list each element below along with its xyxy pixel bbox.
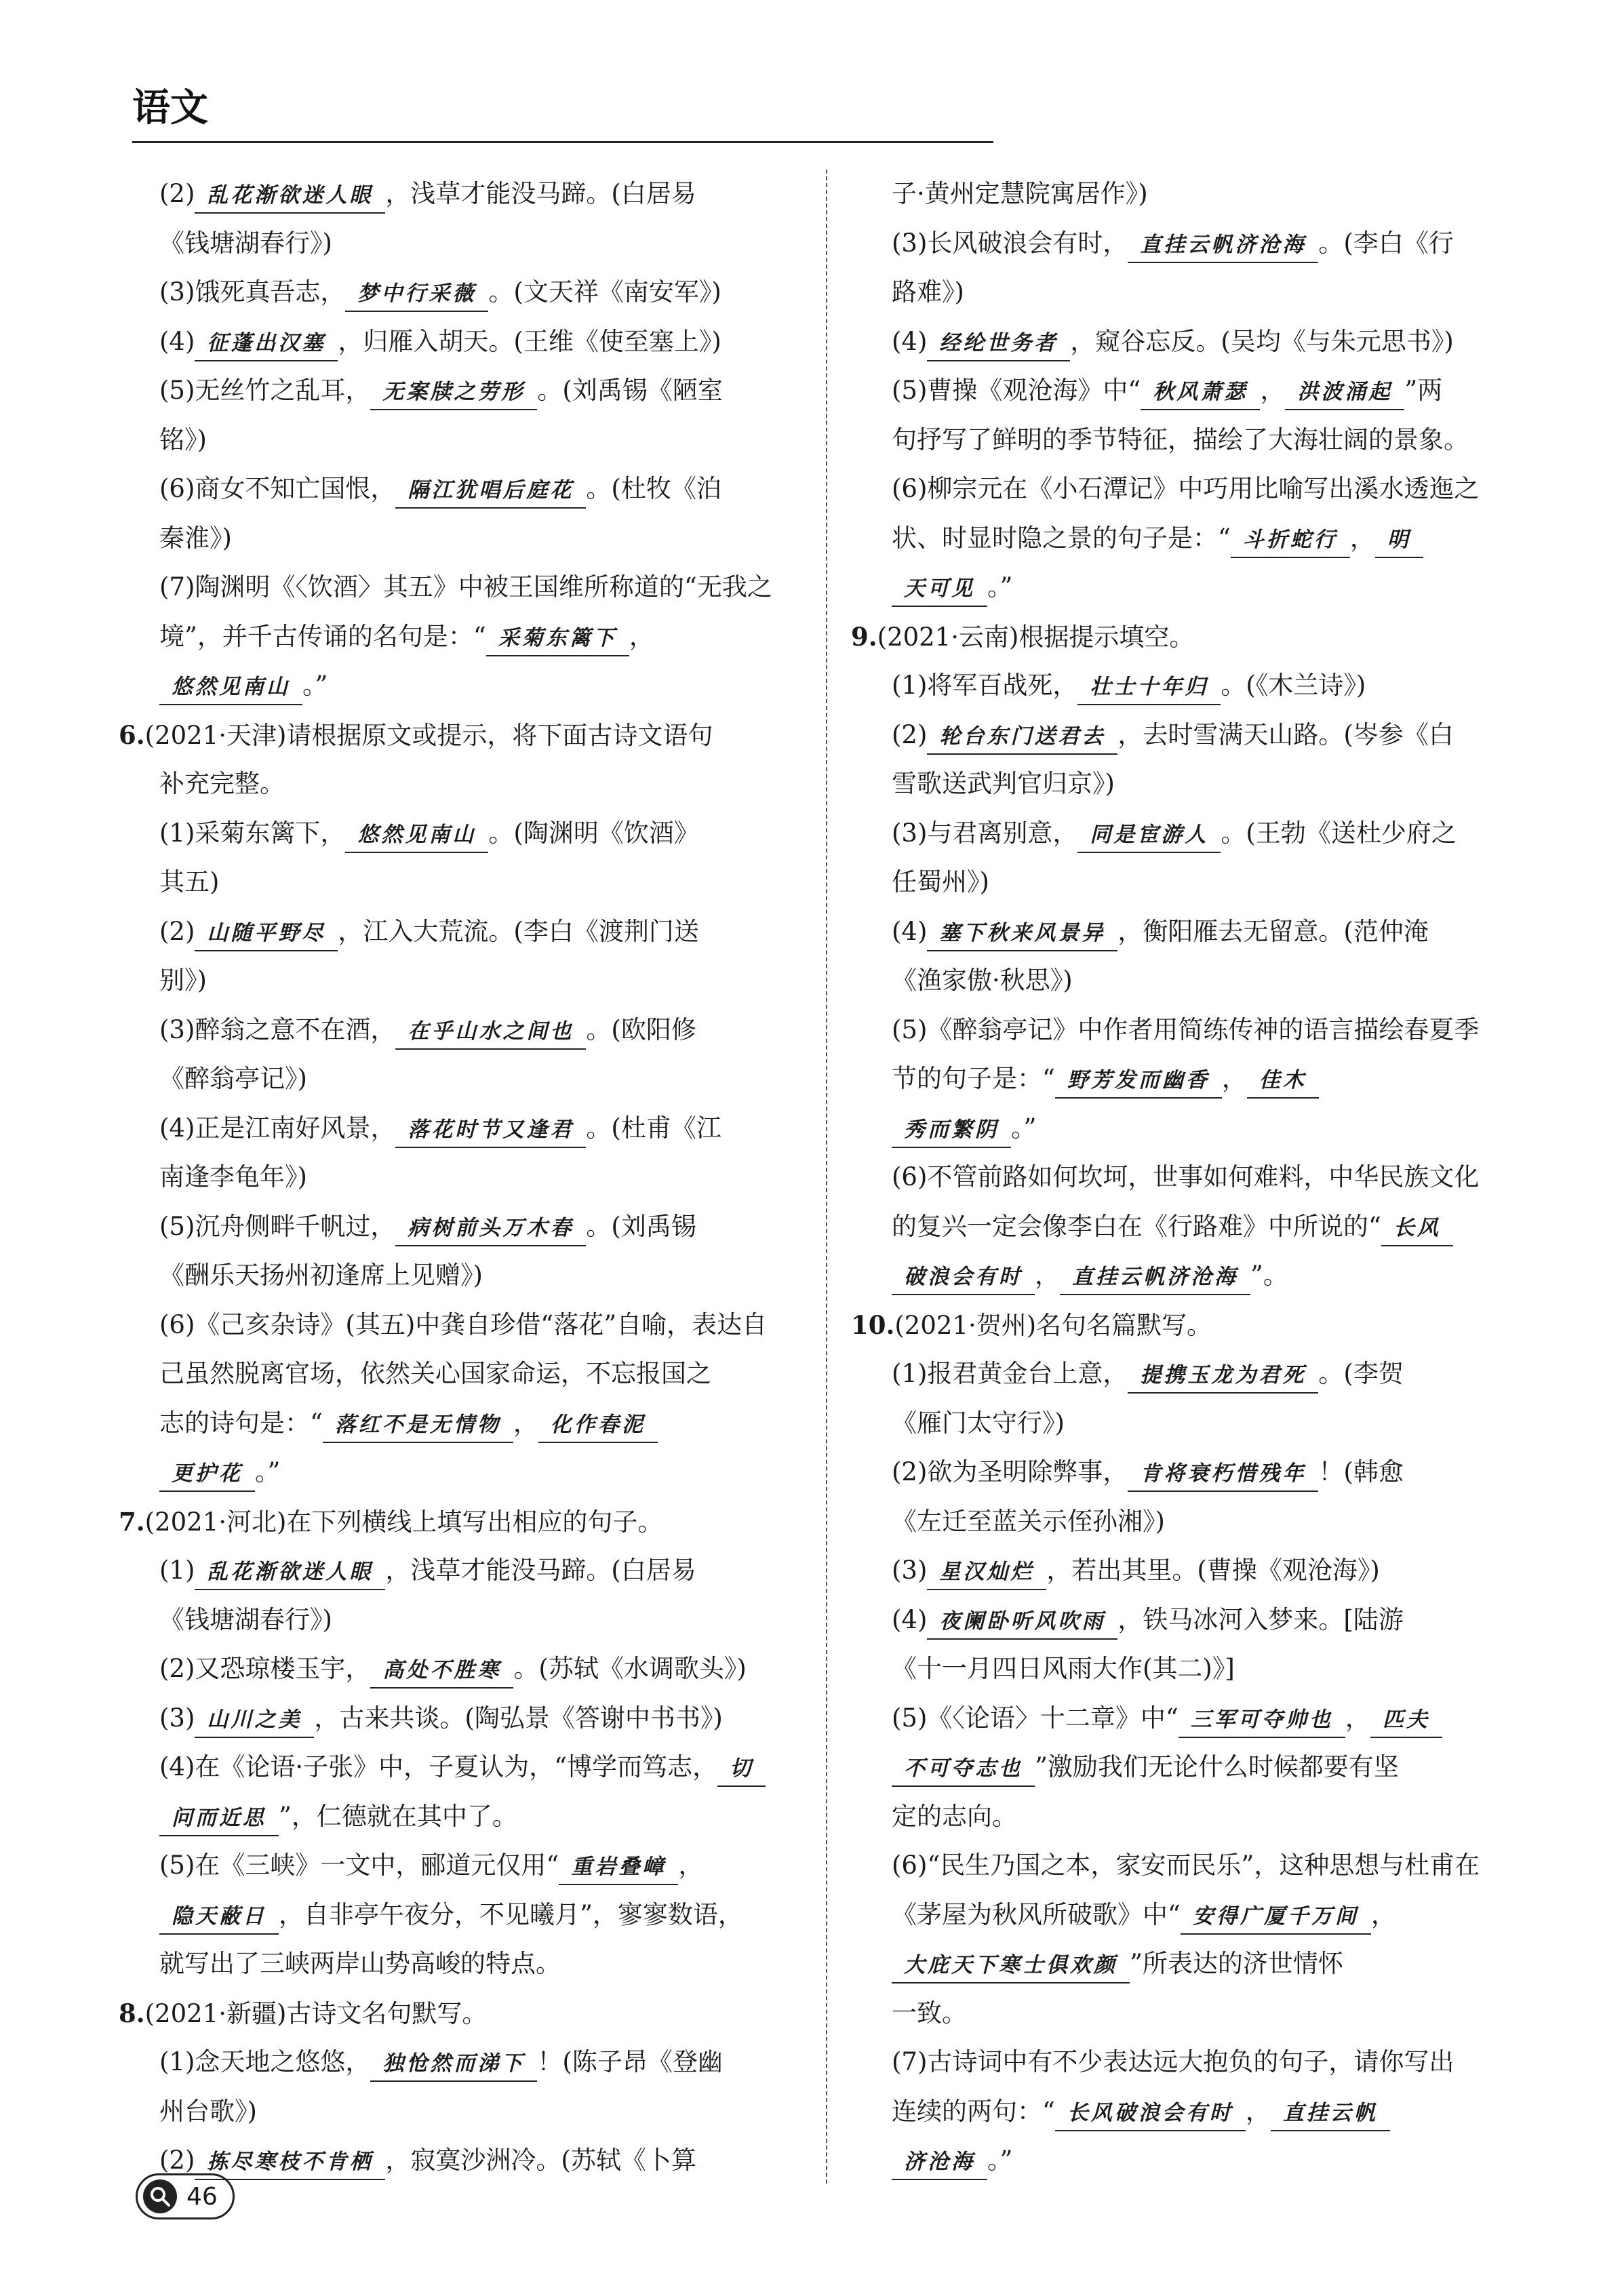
text-line <box>119 1792 783 1842</box>
answer-blank: 山随平野尽 <box>195 916 338 951</box>
text-line <box>851 563 1516 612</box>
question-text: (5)《〈论语〉十二章》中“ <box>892 1703 1179 1733</box>
text-line <box>119 1349 783 1399</box>
answer-blank: 肯将衰朽惜残年 <box>1128 1457 1318 1492</box>
text-line <box>119 1202 783 1252</box>
page-header <box>132 81 993 136</box>
question-text: 子·黄州定慧院寓居作》) <box>892 179 1148 208</box>
question-number: 7. <box>119 1506 145 1537</box>
text-line <box>119 268 783 317</box>
question-text: (1)报君黄金台上意， <box>892 1359 1128 1388</box>
question-text: (4) <box>892 916 928 946</box>
answer-blank: 采菊东篱下 <box>486 621 629 656</box>
question-text: (5)曹操《观沧海》中“ <box>892 376 1141 405</box>
text-line <box>119 809 783 858</box>
question-text: 。(刘禹锡《陋室 <box>537 376 723 405</box>
question-text: ， <box>678 1851 704 1880</box>
question-text: 秦淮》) <box>159 523 232 553</box>
search-icon <box>143 2179 177 2213</box>
text-line <box>119 1497 783 1547</box>
text-line <box>851 1596 1516 1645</box>
answer-blank: 破浪会有时 <box>892 1260 1035 1295</box>
page-badge <box>136 2173 235 2219</box>
text-line <box>851 219 1516 269</box>
text-line <box>119 1546 783 1596</box>
question-text: (4) <box>159 326 195 356</box>
answer-blank: 独怆然而涕下 <box>370 2047 537 2082</box>
question-text: (2021·新疆)古诗文名句默写。 <box>144 1998 488 2028</box>
answer-blank: 长风破浪会有时 <box>1055 2096 1246 2131</box>
answer-blank: 重岩叠嶂 <box>559 1850 678 1885</box>
answer-blank: 隔江犹唱后庭花 <box>395 473 586 509</box>
text-line <box>851 1743 1516 1792</box>
question-number: 10. <box>851 1309 895 1340</box>
answer-blank: 直挂云帆济沧海 <box>1060 1260 1250 1295</box>
text-line <box>119 1644 783 1694</box>
question-text: (1)采菊东篱下， <box>159 818 346 848</box>
question-text: 《左迁至蓝关示侄孙湘》) <box>892 1506 1165 1536</box>
question-text: (7)古诗词中有不少表达远大抱负的句子，请你写出 <box>892 2047 1454 2076</box>
question-text: ， <box>1349 523 1375 553</box>
text-line <box>119 1251 783 1301</box>
question-text: (2)欲为圣明除弊事， <box>892 1457 1128 1486</box>
answer-blank: 乱花渐欲迷人眼 <box>195 178 385 214</box>
answer-blank: 洪波涌起 <box>1285 375 1404 410</box>
question-text: (2021·云南)根据提示填空。 <box>877 622 1195 652</box>
text-line <box>119 1939 783 1989</box>
question-text: 别》) <box>159 966 207 995</box>
question-text: 。” <box>1011 1113 1037 1143</box>
text-line <box>851 1546 1516 1596</box>
text-line <box>119 1006 783 1055</box>
answer-blank: 天可见 <box>892 572 987 607</box>
question-text: (3)长风破浪会有时， <box>892 228 1128 258</box>
text-line <box>851 759 1516 809</box>
answer-blank: 塞下秋来风景异 <box>927 916 1117 951</box>
text-line <box>119 1301 783 1350</box>
text-line <box>851 514 1516 564</box>
answer-blank: 悠然见南山 <box>345 818 488 853</box>
question-text: ，江入大荒流。(李白《渡荆门送 <box>338 916 699 946</box>
answer-blank: 安得广厦千万间 <box>1181 1899 1371 1935</box>
question-text: ”。 <box>1250 1261 1288 1290</box>
answer-blank: 更护花 <box>159 1457 255 1492</box>
left-column <box>119 170 783 2186</box>
answer-blank: 切 <box>717 1752 766 1787</box>
page-number: 46 <box>186 2182 218 2211</box>
question-text: 《茅屋为秋风所破歌》中“ <box>892 1899 1181 1929</box>
text-line <box>851 1989 1516 2038</box>
question-text: 任蜀州》) <box>892 867 989 896</box>
text-line <box>119 1891 783 1940</box>
text-line <box>851 170 1516 219</box>
question-text: 补充完整。 <box>159 769 285 798</box>
question-text: ， <box>1245 2096 1271 2126</box>
text-line <box>851 1251 1516 1301</box>
question-text: 《十一月四日风雨大作(其二)》] <box>892 1654 1235 1683</box>
text-line <box>851 268 1516 317</box>
question-text: (4)在《论语·子张》中，子夏认为，“博学而笃志， <box>159 1752 718 1781</box>
text-line <box>119 514 783 564</box>
text-line <box>119 1153 783 1202</box>
question-text: ， <box>1260 376 1286 405</box>
answer-blank: 同是宦游人 <box>1077 818 1221 853</box>
text-line <box>119 219 783 269</box>
answer-blank: 征蓬出汉塞 <box>195 326 338 361</box>
question-text: 。(王勃《送杜少府之 <box>1221 818 1457 848</box>
answer-blank: 问而近思 <box>159 1801 279 1836</box>
question-text: (3) <box>159 1703 195 1733</box>
question-text: 其五) <box>159 867 220 896</box>
text-line <box>119 956 783 1006</box>
question-text: 定的志向。 <box>892 1801 1017 1831</box>
answer-blank: 乱花渐欲迷人眼 <box>195 1555 385 1590</box>
text-line <box>119 2087 783 2137</box>
question-text: (2021·贺州)名句名篇默写。 <box>894 1310 1212 1340</box>
text-line <box>119 858 783 907</box>
question-text: ， <box>513 1408 538 1438</box>
text-line <box>851 907 1516 957</box>
text-line <box>851 1301 1516 1350</box>
text-line <box>851 1841 1516 1891</box>
question-text: ，铁马冰河入梦来。[陆游 <box>1117 1604 1404 1634</box>
question-text: ， <box>1221 1064 1247 1093</box>
text-line <box>119 1054 783 1104</box>
text-line <box>119 1989 783 2038</box>
question-text: 的复兴一定会像李白在《行路难》中所说的“ <box>892 1211 1381 1241</box>
answer-blank: 秋风萧瑟 <box>1141 375 1260 410</box>
answer-blank: 济沧海 <box>892 2145 987 2180</box>
text-line <box>851 1202 1516 1252</box>
question-text: 。(杜牧《泊 <box>586 474 721 503</box>
text-line <box>851 956 1516 1006</box>
answer-blank: 在乎山水之间也 <box>395 1014 586 1050</box>
question-text: 。” <box>987 572 1013 601</box>
question-text: 《钱塘湖春行》) <box>159 1604 332 1634</box>
text-line <box>119 1399 783 1448</box>
answer-blank: 化作春泥 <box>538 1408 658 1443</box>
answer-blank: 提携玉龙为君死 <box>1128 1358 1318 1394</box>
question-text: 《渔家傲·秋思》) <box>892 966 1073 995</box>
question-text: (5)在《三峡》一文中，郦道元仅用“ <box>159 1851 559 1880</box>
text-line <box>119 1104 783 1153</box>
question-text: ， <box>629 621 654 651</box>
question-text: 南逢李龟年》) <box>159 1162 307 1191</box>
question-text: ，浅草才能没马蹄。(白居易 <box>385 1556 696 1585</box>
question-text: (2) <box>159 179 195 208</box>
text-line <box>119 465 783 514</box>
question-text: 。” <box>302 671 328 700</box>
text-line <box>119 711 783 760</box>
question-text: (6)商女不知亡国恨， <box>159 474 396 503</box>
answer-blank: 高处不胜寒 <box>370 1653 513 1689</box>
answer-blank: 不可夺志也 <box>892 1752 1035 1787</box>
question-text: 雪歌送武判官归京》) <box>892 769 1115 798</box>
answer-blank: 隐天蔽日 <box>159 1899 279 1935</box>
question-text: ， <box>1370 1899 1396 1929</box>
question-text: 《钱塘湖春行》) <box>159 228 332 258</box>
text-line <box>851 317 1516 367</box>
question-text: ，自非亭午夜分，不见曦月”，寥寥数语， <box>279 1899 743 1929</box>
question-text: (1)将军百战死， <box>892 671 1078 700</box>
question-text: 。(李贺 <box>1318 1359 1404 1388</box>
question-text: ”激励我们无论什么时候都要有坚 <box>1035 1752 1399 1781</box>
answer-blank: 明 <box>1375 523 1423 558</box>
text-line <box>119 612 783 662</box>
answer-blank: 直挂云帆济沧海 <box>1128 228 1318 263</box>
question-text: (2) <box>892 719 928 749</box>
question-text: (6)“民生乃国之本，家安而民乐”，这种思想与杜甫在 <box>892 1851 1480 1880</box>
column-divider <box>826 170 827 2184</box>
text-line <box>851 1694 1516 1743</box>
question-text: ，去时雪满天山路。(岑参《白 <box>1117 719 1454 749</box>
question-text: ！(陈子昂《登幽 <box>537 2047 723 2076</box>
header-rule <box>132 141 993 143</box>
question-text: ，若出其里。(曹操《观沧海》) <box>1046 1556 1380 1585</box>
subject-title: 语文 <box>132 86 208 130</box>
answer-blank: 长风 <box>1381 1211 1453 1246</box>
question-text: (3)醉翁之意不在酒， <box>159 1014 396 1044</box>
question-text: ”两 <box>1404 376 1443 405</box>
question-text: 。(文天祥《南安军》) <box>488 277 721 307</box>
question-text: 。(陶渊明《饮酒》 <box>488 818 699 848</box>
question-text: (3)饿死真吾志， <box>159 277 346 307</box>
question-text: (4) <box>892 326 928 356</box>
text-line <box>119 759 783 809</box>
question-text: 连续的两句：“ <box>892 2096 1055 2126</box>
answer-blank: 佳木 <box>1247 1063 1319 1099</box>
text-line <box>119 907 783 957</box>
answer-blank: 落花时节又逢君 <box>395 1113 586 1148</box>
text-line <box>851 1153 1516 1202</box>
text-line <box>119 661 783 711</box>
answer-blank: 拣尽寒枝不肯栖 <box>195 2145 385 2180</box>
question-text: (4) <box>892 1604 928 1634</box>
text-line <box>851 1891 1516 1940</box>
text-line <box>119 1841 783 1891</box>
question-text: (6)柳宗元在《小石潭记》中巧用比喻写出溪水透迤之 <box>892 474 1480 503</box>
question-text: (5)《醉翁亭记》中作者用简练传神的语言描绘春夏季 <box>892 1014 1480 1044</box>
text-line <box>851 1644 1516 1694</box>
question-number: 8. <box>119 1998 145 2028</box>
question-text: 。(欧阳修 <box>586 1014 696 1044</box>
question-text: (5)无丝竹之乱耳， <box>159 376 371 405</box>
answer-blank: 星汉灿烂 <box>927 1555 1046 1590</box>
question-text: (6)不管前路如何坎坷，世事如何难料，中华民族文化 <box>892 1162 1480 1191</box>
answer-blank: 匹夫 <box>1370 1703 1442 1738</box>
answer-blank: 无案牍之劳形 <box>370 375 537 410</box>
text-line <box>119 1596 783 1645</box>
question-text: ，衡阳雁去无留意。(范仲淹 <box>1117 916 1429 946</box>
text-line <box>119 170 783 219</box>
answer-blank: 梦中行采薇 <box>345 277 488 312</box>
answer-blank: 悠然见南山 <box>159 670 302 705</box>
text-line <box>851 612 1516 662</box>
question-text: ”所表达的济世情怀 <box>1130 1949 1343 1978</box>
text-line <box>119 2038 783 2087</box>
question-text: ，归雁入胡天。(王维《使至塞上》) <box>338 326 721 356</box>
question-text: (1)念天地之悠悠， <box>159 2047 371 2076</box>
answer-blank: 大庇天下寒士俱欢颜 <box>892 1948 1130 1983</box>
text-line <box>119 416 783 465</box>
question-text: (2) <box>159 2146 195 2175</box>
question-text: 州台歌》) <box>159 2096 257 2126</box>
answer-blank: 经纶世务者 <box>927 326 1070 361</box>
text-line <box>119 1448 783 1497</box>
question-number: 6. <box>119 719 145 750</box>
question-text: 。(刘禹锡 <box>586 1211 696 1241</box>
question-text: 句抒写了鲜明的季节特征，描绘了大海壮阔的景象。 <box>892 425 1469 454</box>
text-line <box>119 1694 783 1743</box>
question-text: 。(苏轼《水调歌头》) <box>513 1654 747 1683</box>
question-text: ，古来共谈。(陶弘景《答谢中书书》) <box>314 1703 723 1733</box>
question-text: 。(杜甫《江 <box>586 1113 721 1143</box>
answer-blank: 落红不是无情物 <box>323 1408 513 1443</box>
text-line <box>119 563 783 612</box>
text-line <box>851 809 1516 858</box>
question-text: 。(李白《行 <box>1318 228 1454 258</box>
answer-blank: 山川之美 <box>195 1703 314 1738</box>
question-text: (2)又恐琼楼玉宇， <box>159 1654 371 1683</box>
question-number: 9. <box>851 621 877 652</box>
question-text: (2) <box>159 916 195 946</box>
answer-blank: 直挂云帆 <box>1271 2096 1390 2131</box>
question-text: 一致。 <box>892 1998 967 2028</box>
answer-blank: 斗折蛇行 <box>1231 523 1350 558</box>
question-text: (3) <box>892 1556 928 1585</box>
question-text: (4)正是江南好风景， <box>159 1113 396 1143</box>
text-line <box>119 1743 783 1792</box>
question-text: 就写出了三峡两岸山势高峻的特点。 <box>159 1949 561 1978</box>
text-line <box>851 661 1516 711</box>
answer-blank: 壮士十年归 <box>1077 670 1221 705</box>
text-line <box>851 858 1516 907</box>
right-column <box>851 170 1516 2186</box>
question-text: (1) <box>159 1556 195 1585</box>
text-line <box>851 2087 1516 2137</box>
question-text: ，窥谷忘反。(吴均《与朱元思书》) <box>1070 326 1454 356</box>
question-text: ， <box>1035 1261 1060 1290</box>
question-text: 境”，并千古传诵的名句是：“ <box>159 621 486 651</box>
question-text: (2021·河北)在下列横线上填写出相应的句子。 <box>144 1507 663 1537</box>
text-line <box>851 1054 1516 1104</box>
question-text: 状、时显时隐之景的句子是：“ <box>892 523 1231 553</box>
answer-blank: 三军可夺帅也 <box>1179 1703 1345 1738</box>
question-text: ！(韩愈 <box>1318 1457 1404 1486</box>
answer-blank: 轮台东门送君去 <box>927 719 1117 755</box>
text-line <box>851 711 1516 760</box>
question-text: (2021·天津)请根据原文或提示，将下面古诗文语句 <box>144 720 713 750</box>
question-text: 《醉翁亭记》) <box>159 1064 307 1093</box>
text-line <box>851 416 1516 465</box>
question-text: 《酬乐天扬州初逢席上见赠》) <box>159 1261 483 1290</box>
text-line <box>851 1006 1516 1055</box>
text-line <box>119 317 783 367</box>
page-footer <box>136 2173 235 2219</box>
question-text: 路难》) <box>892 277 964 307</box>
question-text: 。” <box>987 2146 1013 2175</box>
question-text: 《雁门太守行》) <box>892 1408 1065 1438</box>
question-text: (6)《己亥杂诗》(其五)中龚自珍借“落花”自喻，表达自 <box>159 1309 768 1339</box>
question-text: 铭》) <box>159 425 207 454</box>
question-text: ，寂寞沙洲冷。(苏轼《卜算 <box>385 2146 696 2175</box>
question-text: 。” <box>255 1457 281 1486</box>
question-text: ，浅草才能没马蹄。(白居易 <box>385 179 696 208</box>
answer-blank: 夜阑卧听风吹雨 <box>927 1604 1117 1640</box>
question-text: 节的句子是：“ <box>892 1064 1055 1093</box>
text-line <box>851 1104 1516 1153</box>
text-line <box>851 2038 1516 2087</box>
text-line <box>851 1448 1516 1497</box>
question-text: (5)沉舟侧畔千帆过， <box>159 1211 396 1241</box>
answer-blank: 病树前头万木春 <box>395 1211 586 1246</box>
text-line <box>851 1497 1516 1547</box>
question-text: 。(《木兰诗》) <box>1221 671 1366 700</box>
text-line <box>851 1399 1516 1448</box>
question-text: (3)与君离别意， <box>892 818 1078 848</box>
text-line <box>119 366 783 416</box>
text-line <box>851 2136 1516 2186</box>
text-line <box>851 465 1516 514</box>
question-text: 己虽然脱离官场，依然关心国家命运，不忘报国之 <box>159 1359 711 1388</box>
text-line <box>851 1939 1516 1989</box>
answer-blank: 秀而繁阴 <box>892 1113 1011 1148</box>
answer-blank: 野芳发而幽香 <box>1055 1063 1222 1099</box>
question-text: ， <box>1345 1703 1370 1733</box>
question-text: 志的诗句是：“ <box>159 1408 323 1438</box>
question-text: ”，仁德就在其中了。 <box>279 1801 517 1831</box>
question-text: (7)陶渊明《〈饮酒〉其五》中被王国维所称道的“无我之 <box>159 572 772 601</box>
text-line <box>851 1349 1516 1399</box>
text-line <box>851 366 1516 416</box>
text-line <box>851 1792 1516 1842</box>
